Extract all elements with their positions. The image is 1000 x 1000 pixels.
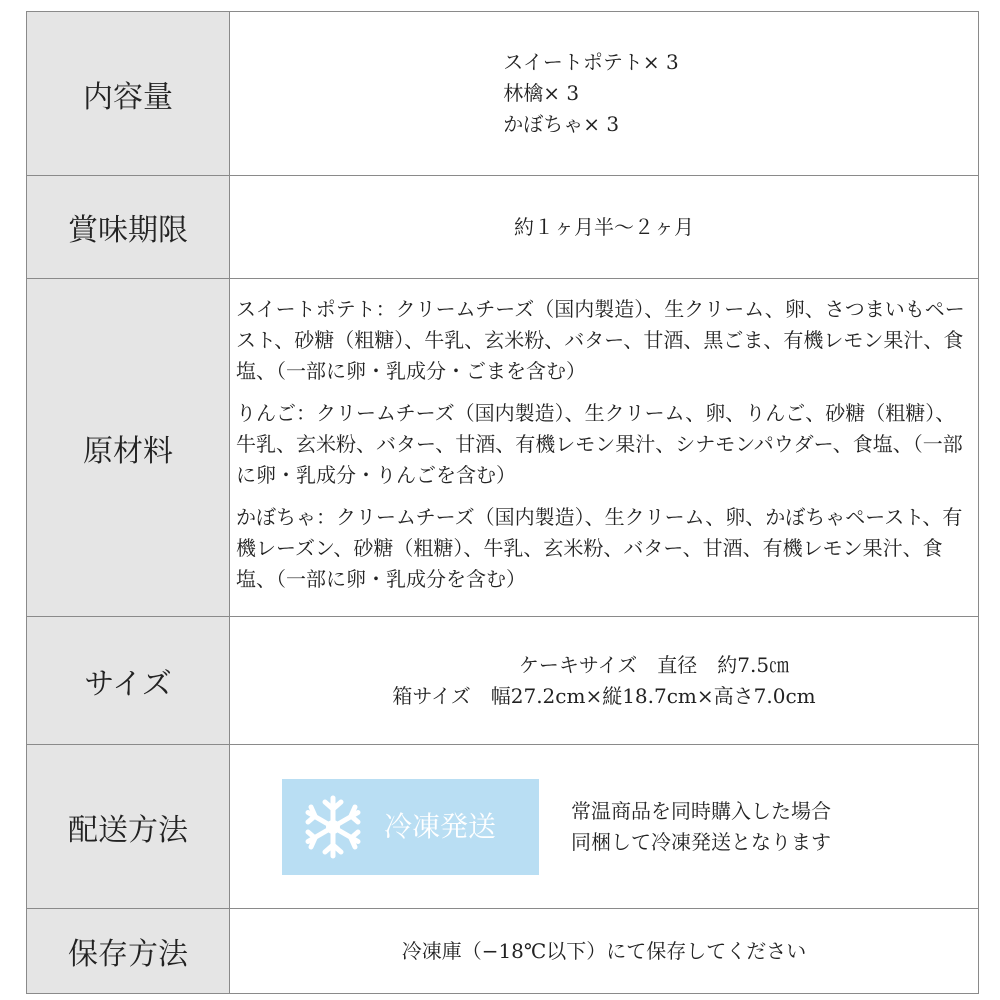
- row-size: [27, 617, 978, 745]
- row-storage: [27, 909, 978, 993]
- expiry-label: 賞味期限: [27, 176, 230, 278]
- shipping-note-line: 常温商品を同時購入した場合: [571, 798, 831, 823]
- ingredients-pumpkin: かぼちゃ：クリームチーズ（国内製造）、生クリーム、卵、かぼちゃペースト、有機レーズン、砂糖（粗糖）、牛乳、玄米粉、バター、甘酒、有機レモン果汁、食塩、（一部に卵・乳成分を含む）: [236, 504, 963, 591]
- ingredients-apple: りんご：クリームチーズ（国内製造）、生クリーム、卵、りんご、砂糖（粗糖）、牛乳、玄米粉、バター、甘酒、有機レモン果汁、シナモンパウダー、食塩、（一部に卵・乳成分・りんごを含む）: [236, 400, 963, 487]
- ingredients-label: 原材料: [27, 279, 230, 616]
- shipping-value: [230, 745, 978, 908]
- contents-value: [230, 12, 978, 175]
- contents-item: かぼちゃ× 3: [503, 112, 620, 136]
- size-value: [230, 617, 978, 744]
- size-label: サイズ: [27, 617, 230, 744]
- storage-label: 保存方法: [27, 909, 230, 993]
- storage-value: 冷凍庫（−18℃以下）にて保存してください: [401, 938, 807, 963]
- frozen-shipping-badge: [282, 779, 539, 875]
- contents-item: 林檎× 3: [503, 81, 580, 105]
- size-lines: [392, 650, 815, 712]
- contents-list: [503, 47, 678, 140]
- box-size: 箱サイズ 幅27.2cm×縦18.7cm×高さ7.0cm: [392, 683, 816, 708]
- shipping-note-line: 同梱して冷凍発送となります: [571, 829, 831, 854]
- cake-size: ケーキサイズ 直径 約7.5㎝: [518, 652, 790, 677]
- snowflake-icon: [300, 794, 366, 860]
- row-expiry: [27, 176, 978, 279]
- frozen-shipping-text: 冷凍発送: [384, 810, 497, 843]
- expiry-value: 約１ヶ月半～２ヶ月: [514, 214, 694, 239]
- shipping-note: [571, 796, 831, 858]
- ingredients-sweet-potato: スイートポテト：クリームチーズ（国内製造）、生クリーム、卵、さつまいもペースト、砂糖（粗糖）、牛乳、玄米粉、バター、甘酒、黒ごま、有機レモン果汁、食塩、（一部に卵・乳成分・ごまを含む）: [236, 296, 965, 383]
- product-spec-table: [26, 11, 979, 994]
- row-ingredients: [27, 279, 978, 617]
- ingredients-value: [230, 279, 978, 616]
- row-contents: [27, 12, 978, 176]
- contents-item: スイートポテト× 3: [503, 50, 679, 74]
- shipping-label: 配送方法: [27, 745, 230, 908]
- contents-label: 内容量: [27, 12, 230, 175]
- row-shipping: [27, 745, 978, 909]
